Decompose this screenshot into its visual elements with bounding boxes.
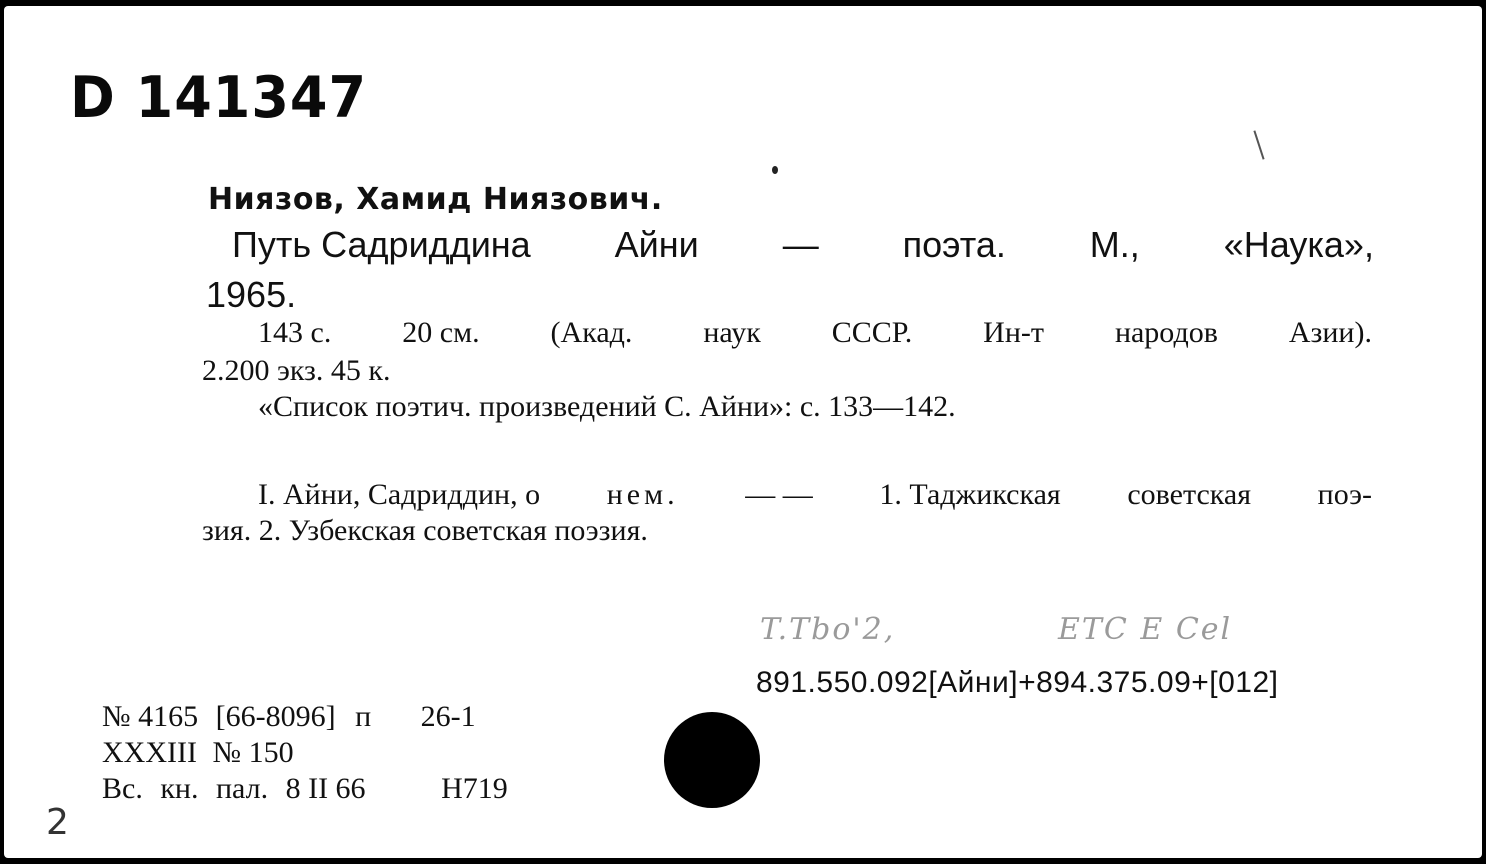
punch-hole (664, 712, 760, 808)
catalog-card (4, 6, 1482, 858)
handwritten-note-left: T.Tbo'2, (760, 612, 896, 647)
collation-part: наук (703, 316, 761, 349)
collation-part: СССР. (831, 316, 913, 349)
order-field: [66-8096] (215, 700, 336, 733)
edition-info: 2.200 экз. 45 к. (202, 354, 391, 387)
order-field: XXXIII (102, 736, 197, 769)
title-part: М., (1089, 224, 1140, 265)
collation-part: 143 с. (258, 316, 332, 349)
collation-line (258, 316, 1372, 350)
ink-speck (772, 166, 778, 174)
order-field: № 4165 (102, 700, 199, 733)
subject-part: — — (745, 478, 813, 511)
order-field: п (355, 700, 372, 733)
subject-headings (258, 478, 1372, 512)
subject-part: нем. (606, 478, 679, 511)
order-field: 8 II 66 (285, 772, 366, 805)
call-number: D 141347 (70, 64, 368, 131)
order-field: 26-1 (420, 700, 476, 733)
publication-year: 1965. (206, 274, 297, 315)
subject-part: советская (1127, 478, 1252, 511)
subject-part: I. Айни, Садриддин, о (258, 478, 541, 511)
title-part: Айни (614, 224, 699, 265)
scratch-mark (1253, 130, 1264, 159)
order-line-1 (102, 700, 476, 734)
handwritten-note-right: ETC E Cel (1058, 612, 1233, 647)
order-field: № 150 (212, 736, 294, 769)
subject-headings-continued: зия. 2. Узбекская советская поэзия. (202, 514, 648, 547)
collation-part: Азии). (1288, 316, 1372, 349)
subject-part: поэ- (1317, 478, 1372, 511)
subject-part: 1. Таджикская (879, 478, 1061, 511)
author-heading: Ниязов, Хамид Ниязович. (208, 182, 663, 217)
title-line (232, 224, 1374, 266)
corner-pencil-mark: 2 (46, 802, 69, 843)
title-part: поэта. (902, 224, 1006, 265)
order-line-3 (102, 772, 508, 806)
title-part: Путь Садриддина (232, 224, 531, 265)
title-part: — (782, 224, 819, 265)
classification-number: 891.550.092[Айни]+894.375.09+[012] (756, 666, 1279, 699)
title-part: «Наука», (1223, 224, 1374, 265)
collation-part: 20 см. (402, 316, 480, 349)
collation-part: народов (1114, 316, 1218, 349)
collation-part: (Акад. (550, 316, 633, 349)
bibliography-note: «Список поэтич. произведений С. Айни»: с. 133—142. (258, 390, 956, 423)
order-line-2 (102, 736, 294, 770)
collation-part: Ин-т (983, 316, 1044, 349)
order-field: пал. (215, 772, 269, 805)
order-field: Вс. (102, 772, 143, 805)
order-field: H719 (441, 772, 508, 805)
order-field: кн. (160, 772, 199, 805)
